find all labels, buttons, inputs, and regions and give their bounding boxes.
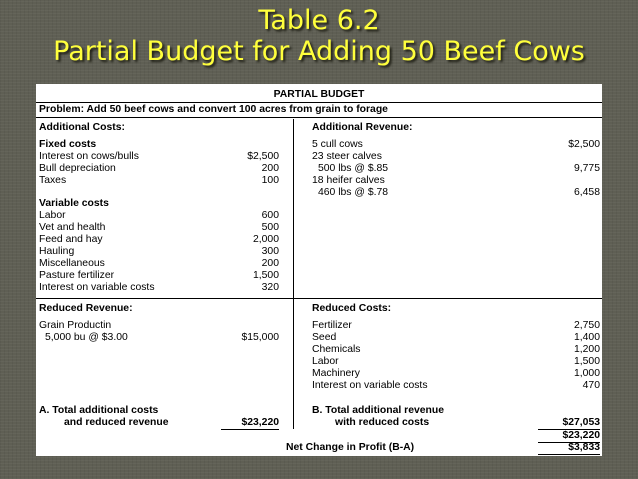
list-item: Interest on cows/bulls $2,500 [39,151,279,162]
list-item: Hauling 300 [39,246,279,257]
list-item: 5 cull cows $2,500 [312,139,600,150]
divider [36,298,602,299]
total-b-label-cont: with reduced costs [335,417,430,428]
list-item: Bull depreciation 200 [39,163,279,174]
divider [36,117,602,118]
divider [36,102,602,103]
column-divider [293,119,294,429]
budget-header: PARTIAL BUDGET [273,89,365,100]
problem-statement: Problem: Add 50 beef cows and convert 100 acres from grain to forage [39,104,388,115]
list-item: Grain Productin [39,320,112,331]
list-item: Seed 1,400 [312,332,600,343]
total-b-label: B. Total additional revenue [312,405,445,416]
additional-revenue-heading: Additional Revenue: [312,122,413,133]
slide-subtitle: Partial Budget for Adding 50 Beef Cows [53,36,585,67]
partial-budget-table [36,84,602,456]
total-b-amount: $27,053 [562,417,600,428]
slide-title: Table 6.2 [258,5,380,36]
list-item: Machinery 1,000 [312,368,600,379]
list-item: 460 lbs @ $.78 6,458 [318,187,600,198]
additional-costs-heading: Additional Costs: [39,122,126,133]
total-a-amount: $23,220 [241,417,279,428]
double-underline [538,454,600,455]
list-item: Interest on variable costs 470 [312,380,600,391]
net-change-label: Net Change in Profit (B-A) [286,442,415,453]
list-item: 23 steer calves [312,151,382,162]
list-item: Chemicals 1,200 [312,344,600,355]
list-item: 18 heifer calves [312,175,385,186]
total-a-label: A. Total additional costs [39,405,159,416]
list-item: Interest on variable costs 320 [39,282,279,293]
total-a-label-cont: and reduced revenue [64,417,169,428]
reduced-costs-heading: Reduced Costs: [312,303,392,314]
variable-costs-heading: Variable costs [39,198,109,209]
list-item: Feed and hay 2,000 [39,234,279,245]
list-item: Labor 1,500 [312,356,600,367]
reduced-revenue-heading: Reduced Revenue: [39,303,133,314]
list-item: Labor 600 [39,210,279,221]
list-item: Taxes 100 [39,175,279,186]
underline [221,429,279,430]
subtract-a-amount: $23,220 [562,430,600,441]
list-item: Fertilizer 2,750 [312,320,600,331]
net-change-amount: $3,833 [568,442,600,453]
list-item: Miscellaneous 200 [39,258,279,269]
list-item: 5,000 bu @ $3.00 $15,000 [45,332,279,343]
list-item: Pasture fertilizer 1,500 [39,270,279,281]
list-item: Vet and health 500 [39,222,279,233]
fixed-costs-heading: Fixed costs [39,139,97,150]
list-item: 500 lbs @ $.85 9,775 [318,163,600,174]
